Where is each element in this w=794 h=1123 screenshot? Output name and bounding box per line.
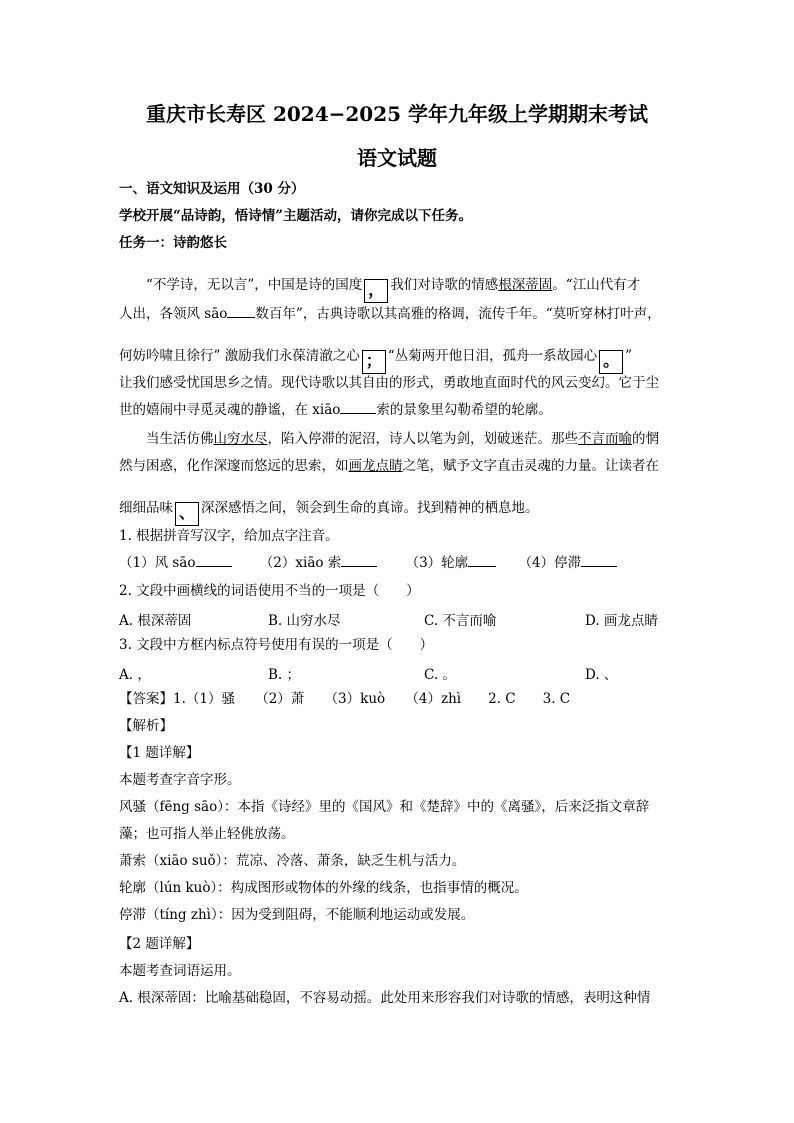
passage-line: 何妨吟啸且徐行” 激励我们永葆清澈之心 ； “丛菊两开他日泪，孤舟一系故园心 。 ” [119,347,679,374]
explanation-line: 轮廓（lún kuò）：构成图形或物体的外缘的线条，也指事情的概况。 [119,880,528,896]
punctuation-box-c: 。 [599,350,623,374]
section-heading: 一、语文知识及运用（30 分） [119,181,305,197]
document-title: 重庆市长寿区 2024−2025 学年九年级上学期期末考试 [145,102,648,126]
q3-option-b: B. ； [268,667,301,683]
passage-line: 细细品味 、 深深感悟之间，领会到生命的真谛。找到精神的栖息地。 [119,499,679,526]
explanation-line: 停滞（tíng zhì）：因为受到阻碍，不能顺利地运动或发展。 [119,907,475,923]
question-2: 2. 文段中画横线的词语使用不当的一项是（ ） [119,583,420,599]
q3-option-c: C. 。 [424,667,456,683]
q3-option-a: A. ， [119,667,151,683]
q2-option-c: C. 不言而喻 [424,613,497,629]
passage-line: 让我们感受忧国思乡之情。现代诗歌以其自由的形式，勇敢地直面时代的风云变幻。它于尘 [119,375,659,391]
explanation-line: 萧索（xiāo suǒ）：荒凉、冷落、萧条，缺乏生机与活力。 [119,853,466,869]
q2-detail-text: 本题考查词语运用。 [119,963,241,979]
question-1: 1. 根据拼音写汉字，给加点字注音。 [119,528,339,544]
passage-line: 当生活仿佛山穷水尽，陷入停滞的泥沼，诗人以笔为剑，划破迷茫。那些不言而喻的惘 [146,431,659,447]
fill-blank [227,305,255,318]
fill-blank [340,401,376,414]
punctuation-box-d: 、 [175,502,199,526]
passage-line: “不学诗，无以言”，中国是诗的国度 ， 我们对诗歌的情感根深蒂固。“江山代有才 [146,276,706,303]
document-subtitle: 语文试题 [357,146,437,170]
underlined-term: 画龙点睛 [348,458,403,474]
passage-line: 世的嬉闹中寻觅灵魂的静谧，在 xiāo 索的景象里勾勒希望的轮廓。 [119,402,552,418]
analysis-heading: 【解析】 [119,718,173,734]
q2-option-a: A. 根深蒂固 [119,613,192,629]
punctuation-box-a: ， [364,279,388,303]
q2-option-d: D. 画龙点睛 [585,613,658,629]
explanation-line: 藻；也可指人举止轻佻放荡。 [119,826,295,842]
q2-option-b: B. 山穷水尽 [268,613,341,629]
passage-line: 然与困惑，化作深邃而悠远的思索，如画龙点睛之笔，赋予文字直击灵魂的力量。让读者在 [119,458,659,474]
q2-detail-heading: 【2 题详解】 [119,936,200,952]
explanation-line: A. 根深蒂固：比喻基础稳固，不容易动摇。此处用来形容我们对诗歌的情感，表明这种情 [119,990,651,1006]
explanation-line: 风骚（fēng sāo）：本指《诗经》里的《国风》和《楚辞》中的《离骚》，后来泛指文章辞 [119,799,650,815]
q3-option-d: D. 、 [585,667,618,683]
passage-line: 人出，各领风 sāo 数百年”，古典诗歌以其高雅的格调，流传千年。“莫听穿林打叶声， [119,306,661,322]
question-3: 3. 文段中方框内标点符号使用有误的一项是（ ） [119,637,434,653]
answer-line: 【答案】1.（1）骚 （2）萧 （3）kuò （4）zhì 2. C 3. C [119,691,571,707]
q1-detail-heading: 【1 题详解】 [119,745,200,761]
task-heading: 任务一：诗韵悠长 [119,235,227,251]
underlined-term: 不言而喻 [578,431,632,447]
q1-detail-text: 本题考查字音字形。 [119,772,241,788]
question-1-items: （1）风 sāo （2）xiāo 索 （3）轮廓 （4）停滞 [119,554,679,572]
activity-intro: 学校开展“品诗韵，悟诗情”主题活动，请你完成以下任务。 [119,208,473,224]
underlined-term: 根深蒂固 [498,277,553,293]
underlined-term: 山穷水尽 [213,431,268,447]
punctuation-box-b: ； [362,350,386,374]
